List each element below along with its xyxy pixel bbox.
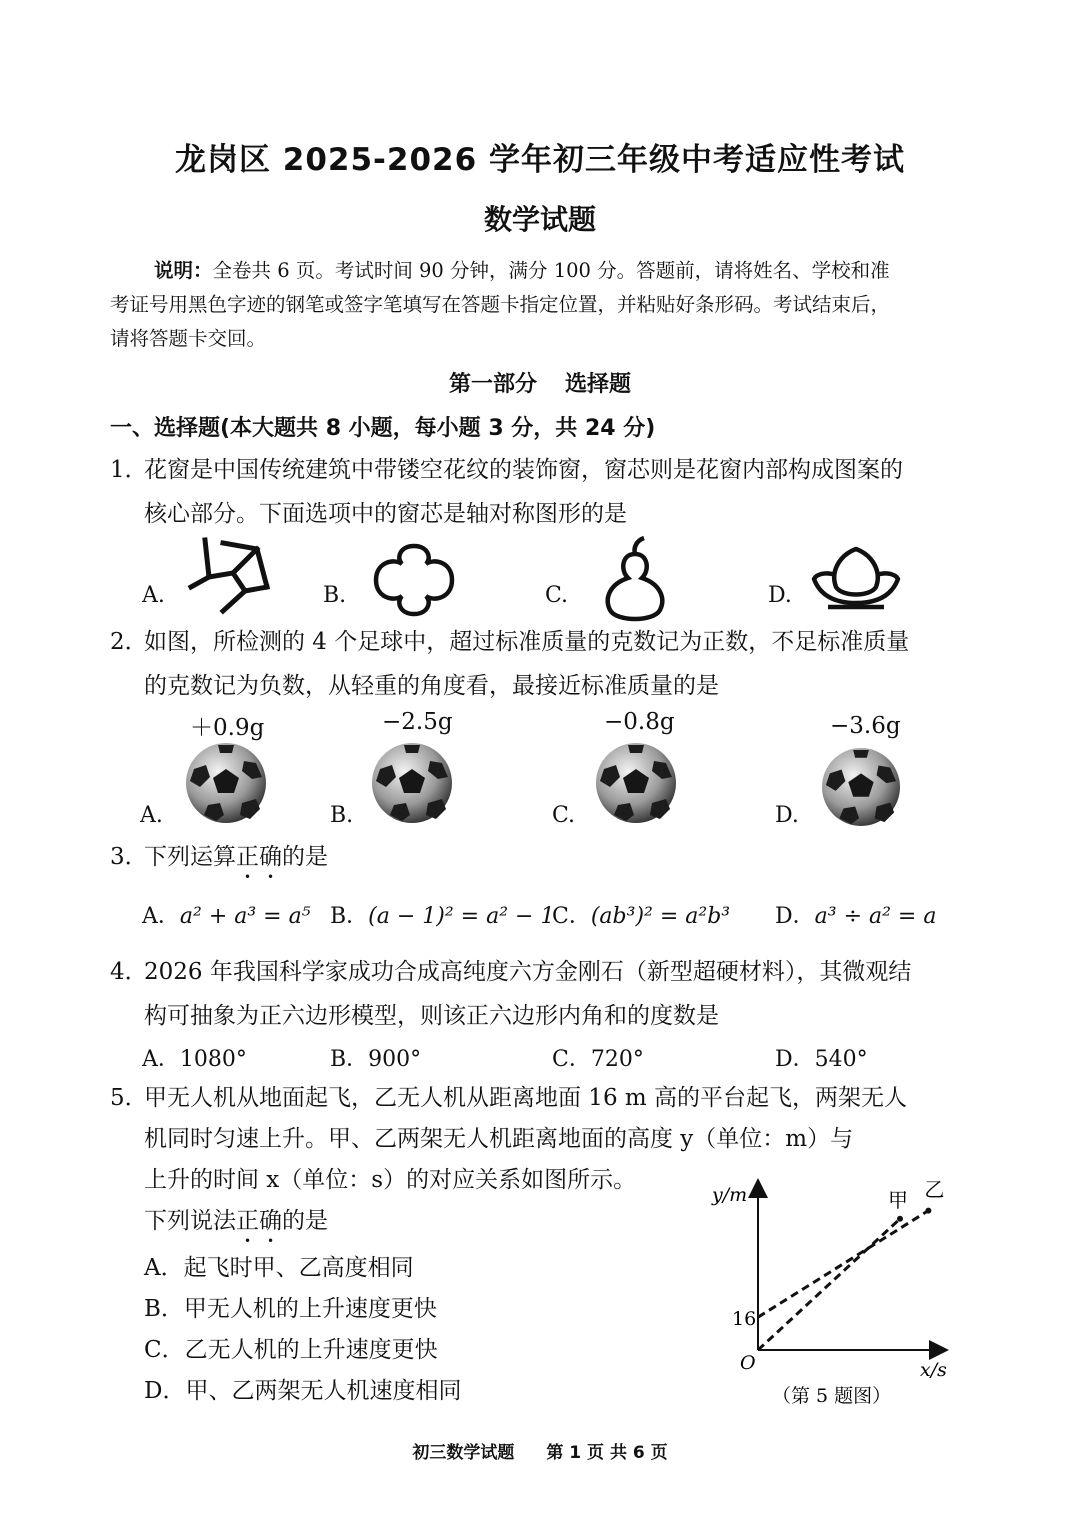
q4-line2: 构可抽象为正六边形模型，则该正六边形内角和的度数是: [144, 1003, 719, 1029]
q2-mass-d: −3.6g: [830, 713, 901, 739]
section-part: 第一部分: [448, 372, 537, 397]
q3-option-a-label: A．: [142, 904, 180, 929]
chart-series-label-2: 乙: [924, 1177, 945, 1202]
instructions-line1: 全卷共 6 页。考试时间 90 分钟，满分 100 分。答题前，请将姓名、学校和准: [212, 259, 890, 282]
question-2: [110, 620, 985, 708]
q3-option-d: [775, 899, 936, 930]
section-heading: [0, 367, 1080, 398]
q4-option-d-value: 540°: [814, 1047, 868, 1072]
q1-line2: 核心部分。下面选项中的窗芯是轴对称图形的是: [144, 501, 627, 527]
chart-series-end-point-1: [897, 1216, 903, 1222]
q3-option-d-expr: a³ ÷ a² = a: [814, 904, 937, 929]
chart-x-label: x/s: [920, 1359, 947, 1381]
q3-option-b-label: B．: [330, 904, 369, 929]
q2-number: 2．: [110, 629, 148, 655]
chart-series-line-2: [758, 1211, 928, 1318]
chart-series-label-1: 甲: [888, 1187, 908, 1212]
q4-line1: 2026 年我国科学家成功合成高纯度六方金刚石（新型超硬材料），其微观结: [144, 959, 912, 985]
q3-option-a: [142, 899, 311, 930]
q3-option-c-label: C．: [552, 904, 591, 929]
q5-option-c-label: C．: [144, 1337, 185, 1363]
q2-soccer-ball-b-icon: [372, 743, 452, 823]
q3-number: 3．: [110, 844, 148, 870]
chart-y-tick-16: 16: [732, 1308, 757, 1331]
chart-origin-label: O: [740, 1352, 756, 1374]
q3-option-b-expr: (a − 1)² = a² − 1: [368, 904, 555, 929]
q3-stem-pre: 下列运算: [144, 844, 236, 870]
q4-option-d-label: D．: [775, 1047, 815, 1072]
q5-line3: 上升的时间 x（单位：s）的对应关系如图所示。: [144, 1167, 637, 1193]
q2-soccer-ball-c-icon: [596, 743, 676, 823]
q1-gourd-window-icon: [600, 532, 670, 624]
q4-option-b-value: 900°: [368, 1047, 422, 1072]
section-name: 选择题: [565, 372, 632, 397]
question-4: [110, 950, 985, 1038]
instructions: [110, 254, 980, 356]
q1-pinwheel-window-icon: [185, 535, 275, 615]
q4-option-a-label: A．: [142, 1047, 180, 1072]
instructions-line2: 考证号用黑色字迹的钢笔或签字笔填写在答题卡指定位置，并粘贴好条形码。考试结束后，: [110, 293, 891, 316]
q5-option-a-label: A．: [144, 1255, 184, 1281]
q5-option-d-text: 甲、乙两架无人机速度相同: [185, 1378, 462, 1404]
q2-option-b-label: B.: [330, 803, 354, 828]
chart-caption: （第 5 题图）: [772, 1385, 892, 1407]
q4-option-d: [775, 1042, 868, 1073]
q5-stem-emphasis: 正确: [236, 1208, 282, 1234]
q1-line1: 花窗是中国传统建筑中带镂空花纹的装饰窗，窗芯则是花窗内部构成图案的: [144, 457, 903, 483]
q3-option-a-expr: a² + a³ = a⁵: [179, 904, 311, 929]
q3-option-c-expr: (ab³)² = a²b³: [590, 904, 731, 929]
question-3: [110, 835, 985, 884]
q2-mass-a: ＋0.9g: [190, 715, 265, 741]
q2-mass-c: −0.8g: [604, 709, 675, 735]
exam-title: 龙岗区 2025-2026 学年初三年级中考适应性考试: [174, 142, 905, 178]
q5-number: 5．: [110, 1085, 148, 1111]
q1-lotus-window-icon: [810, 545, 902, 615]
q4-option-c-label: C．: [552, 1047, 591, 1072]
instructions-line3: 请将答题卡交回。: [110, 327, 267, 350]
q2-soccer-ball-a-icon: [186, 743, 266, 823]
q2-mass-b: −2.5g: [382, 709, 453, 735]
page-footer: [0, 1438, 1080, 1463]
q5-line2: 机同时匀速上升。甲、乙两架无人机距离地面的高度 y（单位：m）与: [144, 1126, 854, 1152]
q5-option-b-label: B．: [144, 1296, 184, 1322]
q5-height-time-chart: [700, 1170, 960, 1410]
q3-stem-post: 的是: [282, 844, 328, 870]
q2-option-d-label: D.: [775, 803, 799, 828]
q2-option-a-label: A.: [140, 803, 163, 828]
q1-option-c-label: C.: [545, 583, 569, 608]
q1-quatrefoil-window-icon: [370, 540, 458, 620]
q1-option-a-label: A.: [142, 583, 165, 608]
chart-series-end-point-2: [925, 1208, 931, 1214]
question-1: [110, 448, 985, 536]
q1-number: 1．: [110, 457, 148, 483]
q2-line1: 如图，所检测的 4 个足球中，超过标准质量的克数记为正数，不足标准质量: [144, 629, 910, 655]
q4-option-b-label: B．: [330, 1047, 369, 1072]
q3-stem-emphasis: 正确: [236, 844, 282, 870]
q2-option-c-label: C.: [552, 803, 576, 828]
q5-line1: 甲无人机从地面起飞，乙无人机从距离地面 16 m 高的平台起飞，两架无人: [144, 1085, 908, 1111]
part-heading: 一、选择题(本大题共 8 小题，每小题 3 分，共 24 分): [110, 416, 656, 441]
q1-option-b-label: B.: [323, 583, 347, 608]
q4-number: 4．: [110, 959, 148, 985]
q5-option-b-text: 甲无人机的上升速度更快: [183, 1296, 437, 1322]
q5-stem-pre: 下列说法: [144, 1208, 236, 1234]
q4-option-c-value: 720°: [590, 1047, 644, 1072]
q2-line2: 的克数记为负数，从轻重的角度看，最接近标准质量的是: [144, 673, 719, 699]
q5-option-c-text: 乙无人机的上升速度更快: [184, 1337, 438, 1363]
q5-stem-post: 的是: [282, 1208, 328, 1234]
q2-soccer-ball-d-icon: [822, 748, 900, 826]
q4-option-c: [552, 1042, 644, 1073]
instructions-label: 说明：: [154, 259, 213, 282]
footer-page: 第 1 页 共 6 页: [546, 1443, 668, 1463]
chart-series-line-1: [758, 1219, 900, 1350]
q4-option-a-value: 1080°: [179, 1047, 247, 1072]
q4-option-a: [142, 1042, 247, 1073]
footer-subject: 初三数学试题: [412, 1443, 515, 1463]
chart-y-label: y/m: [712, 1184, 748, 1206]
q4-option-b: [330, 1042, 421, 1073]
q5-option-a-text: 起飞时甲、乙高度相同: [183, 1255, 414, 1281]
q3-option-b: [330, 899, 554, 930]
q5-option-d-label: D．: [144, 1378, 186, 1404]
q3-option-d-label: D．: [775, 904, 815, 929]
exam-subtitle: 数学试题: [483, 203, 596, 236]
q1-option-d-label: D.: [768, 583, 792, 608]
q3-option-c: [552, 899, 730, 930]
